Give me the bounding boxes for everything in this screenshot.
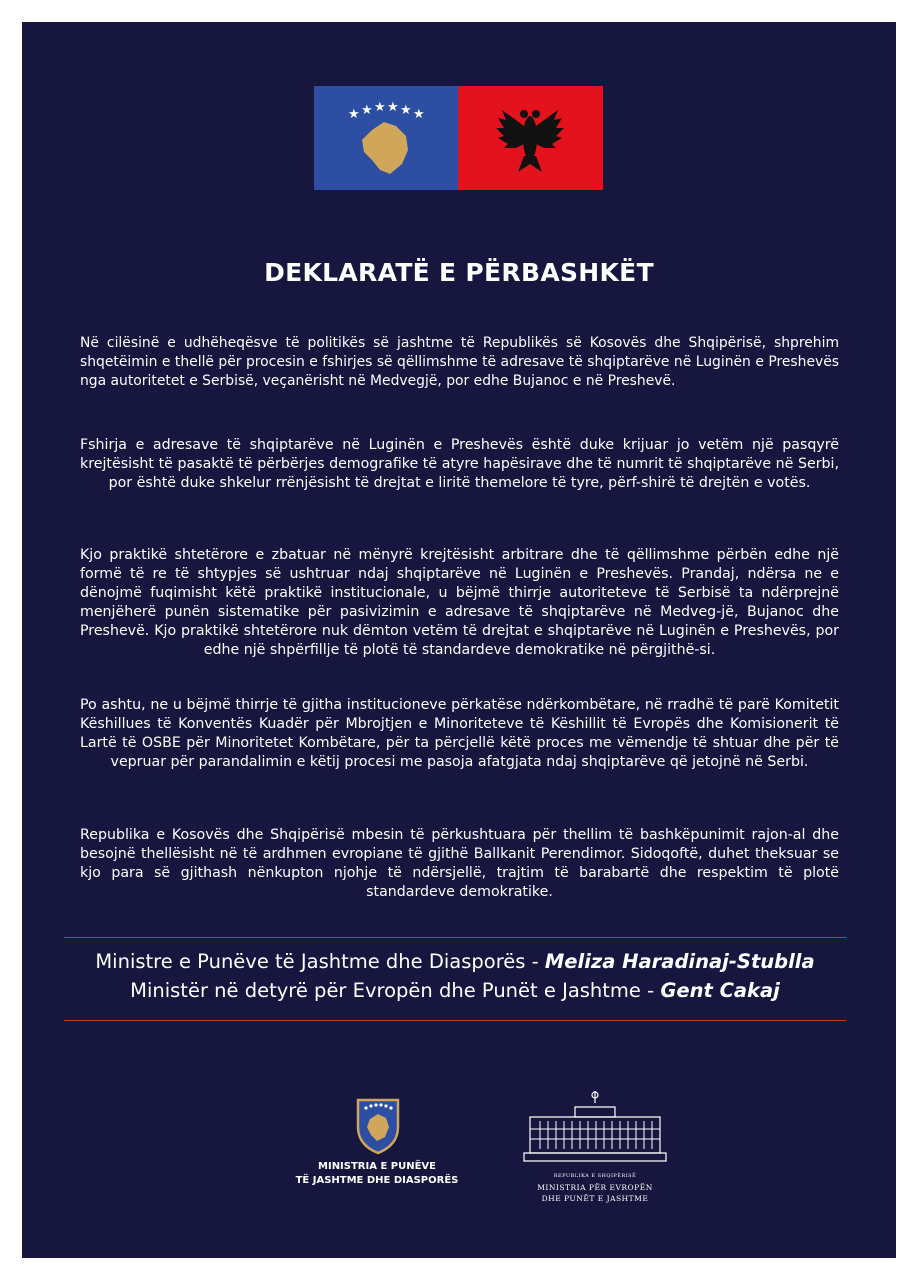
kosovo-ministry-logo bbox=[277, 1097, 477, 1197]
ministry-name-line: MINISTRIA PËR EVROPËN bbox=[537, 1183, 653, 1192]
svg-text:★: ★ bbox=[361, 103, 373, 118]
paragraph-cooperation: Republika e Kosovës dhe Shqipërisë mbesin të përkushtuara për thellim të bashkëpunimit rajon-al dhe besojnë thellësisht në të ardhmen evropiane të gjithë Ballkanit Perendimor. Sidoqoftë, duhet theksuar se kjo para së gjithash nënkupton njohje të ndërsjellë, trajtim të barabartë dhe respektim të plotë standardeve demokratike. bbox=[80, 827, 839, 900]
svg-text:★: ★ bbox=[374, 100, 386, 115]
kosovo-coat-of-arms-icon bbox=[355, 1097, 401, 1155]
svg-text:★: ★ bbox=[387, 100, 399, 115]
signature-role: Ministre e Punëve të Jashtme dhe Diasporës - bbox=[95, 950, 545, 973]
paragraph-deletion: Fshirja e adresave të shqiptarëve në Luginën e Preshevës është duke krijuar jo vetëm një pasqyrë krejtësisht të pasaktë të përbërjes demografike të atyre hapësirave dhe të numrit të shqiptarëve në Serbi, por është duke shkelur rrënjësisht të drejtat e liritë themelore të tyre, përf-shirë të drejtën e votës. bbox=[80, 437, 839, 491]
signature-role: Ministër në detyrë për Evropën dhe Punët e Jashtme - bbox=[130, 979, 661, 1002]
ministry-name-line: TË JASHTME DHE DIASPORËS bbox=[295, 1175, 459, 1186]
ministry-name-line: MINISTRIA E PUNËVE bbox=[318, 1161, 436, 1172]
signature-line bbox=[64, 979, 846, 1002]
ministry-country-line: REPUBLIKA E SHQIPËRISË bbox=[553, 1173, 637, 1179]
ministry-name-line: DHE PUNËT E JASHTME bbox=[541, 1194, 649, 1203]
signature-name: Meliza Haradinaj-Stublla bbox=[544, 950, 815, 973]
page-title: DEKLARATË E PËRBASHKËT bbox=[264, 258, 654, 287]
paragraph-international-call: Po ashtu, ne u bëjmë thirrje të gjitha institucioneve përkatëse ndërkombëtare, në rradhë të parë Komitetit Këshillues të Konventës Kuadër për Mbrojtjen e Minoriteteve të Këshillit të Evropës dhe Komisionerit të Lartë të OSBE për Minoritetet Kombëtare, për ta përcjellë këtë proces me vëmendje të shtuar dhe për të vepruar për parandalimin e këtij procesi me pasoja afatgjata ndaj shqiptarëve që jetojnë në Serbi. bbox=[80, 697, 839, 770]
signature-block bbox=[64, 937, 846, 1021]
paragraph-intro: Në cilësinë e udhëheqësve të politikës së jashtme të Republikës së Kosovës dhe Shqipërisë, shprehim shqetëimin e thellë për procesin e fshirjes së qëllimshme të adresave të shqiptarëve në Luginën e Preshevës nga autoritetet e Serbisë, veçanërisht në Medvegjë, por edhe Bujanoc e në Preshevë. bbox=[80, 335, 839, 389]
albanian-ministry-building-icon bbox=[520, 1087, 670, 1167]
svg-text:★: ★ bbox=[348, 107, 360, 122]
kosovo-flag-icon bbox=[314, 86, 458, 190]
albania-flag-icon bbox=[458, 86, 603, 190]
signature-name: Gent Cakaj bbox=[660, 979, 780, 1002]
paragraph-practice: Kjo praktikë shtetërore e zbatuar në mënyrë krejtësisht arbitrare dhe të qëllimshme përbën edhe një formë të re të shtypjes së ushtruar ndaj shqiptarëve në Luginën e Preshevës. Prandaj, ndërsa ne e dënojmë fuqimisht këtë praktikë institucionale, u bëjmë thirrje autoriteteve të Serbisë ta ndërprejnë menjëherë punën sistematike për pasivizimin e adresave të shqiptarëve në Medveg-jë, Bujanoc dhe Preshevë. Kjo praktikë shtetërore nuk dëmton vetëm të drejtat e shqiptarëve në Luginën e Preshevës, por edhe një shpërfillje të plotë të standardeve demokratike në përgjithë-si. bbox=[80, 547, 839, 658]
svg-text:★: ★ bbox=[400, 103, 412, 118]
flags bbox=[314, 86, 603, 190]
svg-text:★: ★ bbox=[413, 107, 425, 122]
albania-ministry-logo bbox=[500, 1087, 690, 1207]
signature-line bbox=[64, 950, 846, 973]
declaration-panel bbox=[22, 22, 896, 1258]
